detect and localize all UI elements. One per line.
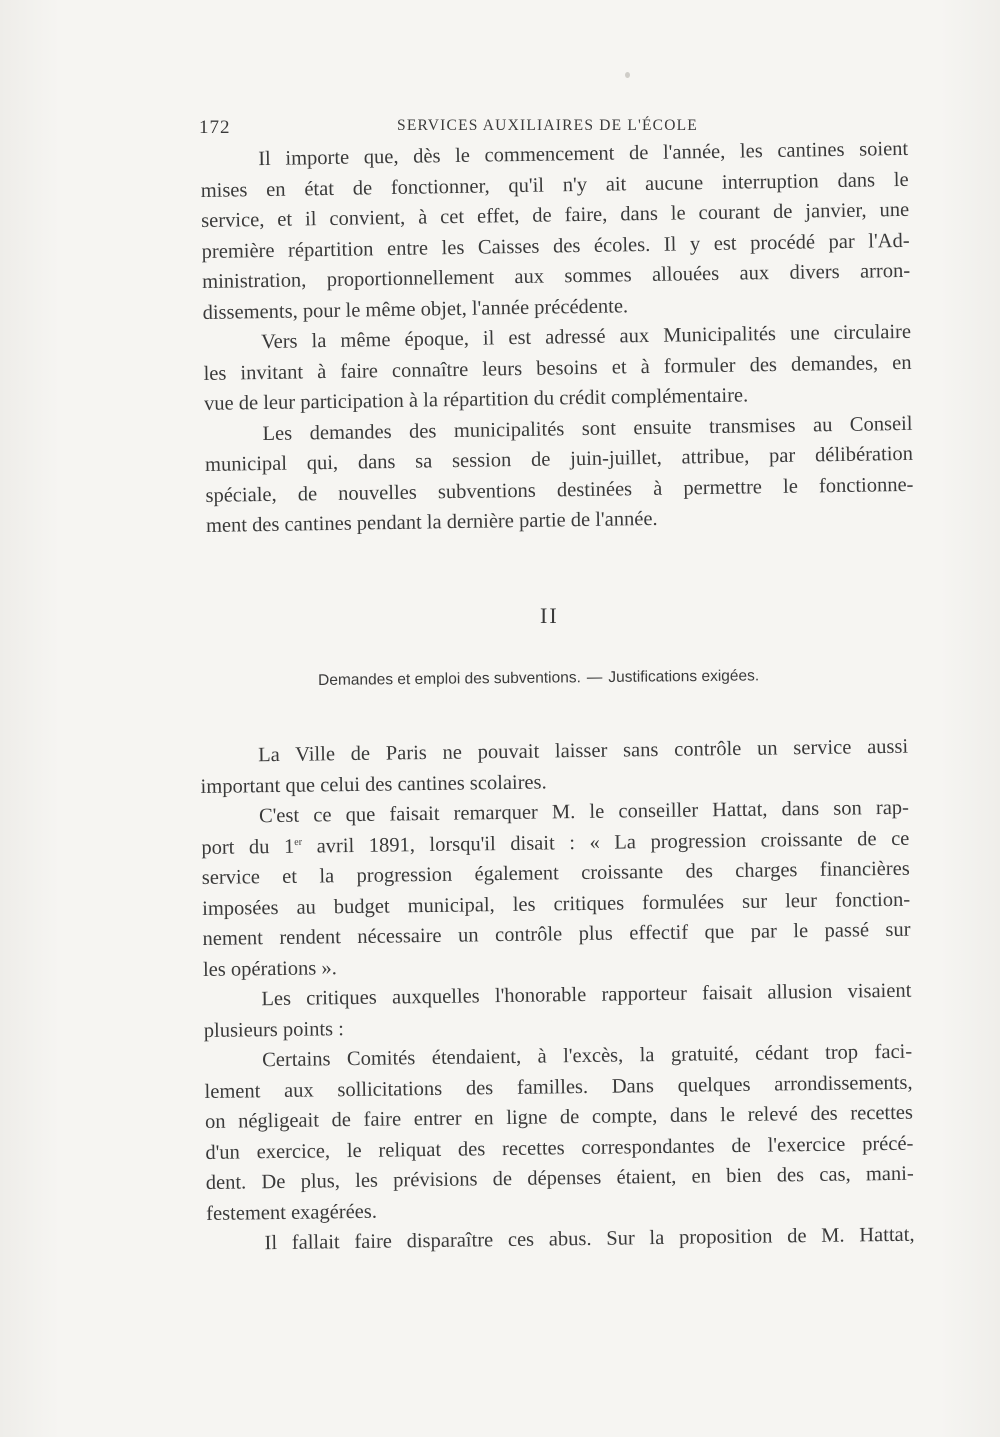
text-line: les invitant à faire connaître leurs besoins et à formuler des demandes, en bbox=[203, 351, 912, 385]
text-line: d'un exercice, le reliquat des recettes correspondantes de l'exercice précé- bbox=[205, 1132, 914, 1164]
text-line: dissements, pour le même objet, l'année précédente. bbox=[202, 294, 629, 324]
text-line: mises en état de fonctionner, qu'il n'y ait aucune interruption dans le bbox=[200, 168, 909, 202]
running-title: SERVICES AUXILIAIRES DE L'ÉCOLE bbox=[397, 117, 698, 134]
section-title-part2: Justifications exigées. bbox=[608, 667, 760, 686]
text-line: Vers la même époque, il est adressé aux Municipalités une circulaire bbox=[260, 320, 912, 354]
section-number: II bbox=[540, 603, 559, 628]
section-title bbox=[318, 667, 759, 690]
text-line: La Ville de Paris ne pouvait laisser sans contrôle un service aussi bbox=[258, 735, 909, 767]
section-title-part1: Demandes et emploi des subventions. bbox=[318, 669, 581, 689]
text-line: lement aux sollicitations des familles. Dans quelques arrondissements, bbox=[204, 1071, 913, 1103]
text-line: festement exagérées. bbox=[206, 1200, 378, 1225]
text-line: Les demandes des municipalités sont ensuite transmises au Conseil bbox=[262, 412, 913, 445]
text-fragment: avril 1891, lorsqu'il disait : « La progression croissante de ce bbox=[301, 827, 910, 858]
text-line: municipal qui, dans sa session de juin-juillet, attribue, par délibération bbox=[204, 442, 914, 476]
text-line: nement rendent nécessaire un contrôle plus effectif que par le passé sur bbox=[202, 918, 911, 950]
page-number: 172 bbox=[199, 117, 231, 138]
text-fragment: port du 1 bbox=[201, 835, 295, 859]
text-line: spéciale, de nouvelles subventions destinées à permettre le fonctionne- bbox=[205, 473, 914, 507]
text-line: ministration, proportionnellement aux sommes allouées aux divers arron- bbox=[201, 259, 911, 293]
paper-speck bbox=[625, 72, 630, 78]
text-block-top bbox=[200, 134, 914, 542]
text-line: les opérations ». bbox=[202, 956, 337, 981]
text-line: dent. De plus, les prévisions de dépenses étaient, en bien des cas, mani- bbox=[205, 1162, 914, 1194]
text-line: Certains Comités étendaient, à l'excès, la gratuité, cédant trop faci- bbox=[262, 1040, 913, 1072]
text-line: important que celui des cantines scolaires. bbox=[200, 770, 547, 798]
text-line: Il importe que, dès le commencement de l'année, les cantines soient bbox=[258, 137, 909, 171]
text-line: imposées au budget municipal, les critiques formulées sur leur fonction- bbox=[202, 888, 911, 920]
section-title-dash: — bbox=[586, 669, 603, 687]
text-line: vue de leur participation à la répartition du crédit complémentaire. bbox=[203, 384, 749, 415]
text-block-bottom bbox=[200, 732, 915, 1260]
text-line: ment des cantines pendant la dernière partie de l'année. bbox=[205, 507, 658, 537]
text-line: C'est ce que faisait remarquer M. le conseiller Hattat, dans son rap- bbox=[258, 796, 910, 828]
text-line: service, et il convient, à cet effet, de faire, dans le courant de janvier, une bbox=[201, 198, 910, 232]
text-line: plusieurs points : bbox=[203, 1017, 345, 1042]
superscript: er bbox=[294, 836, 303, 848]
text-line: service et la progression également croissante des charges financières bbox=[201, 857, 910, 889]
text-line: Les critiques auxquelles l'honorable rapporteur faisait allusion visaient bbox=[261, 979, 912, 1011]
text-line: Il fallait faire disparaître ces abus. Sur la proposition de M. Hattat, bbox=[264, 1223, 915, 1255]
text-line: première répartition entre les Caisses des écoles. Il y est procédé par l'Ad- bbox=[201, 229, 910, 263]
text-line: on négligeait de faire entrer en ligne de compte, dans le relevé des recettes bbox=[204, 1101, 914, 1133]
